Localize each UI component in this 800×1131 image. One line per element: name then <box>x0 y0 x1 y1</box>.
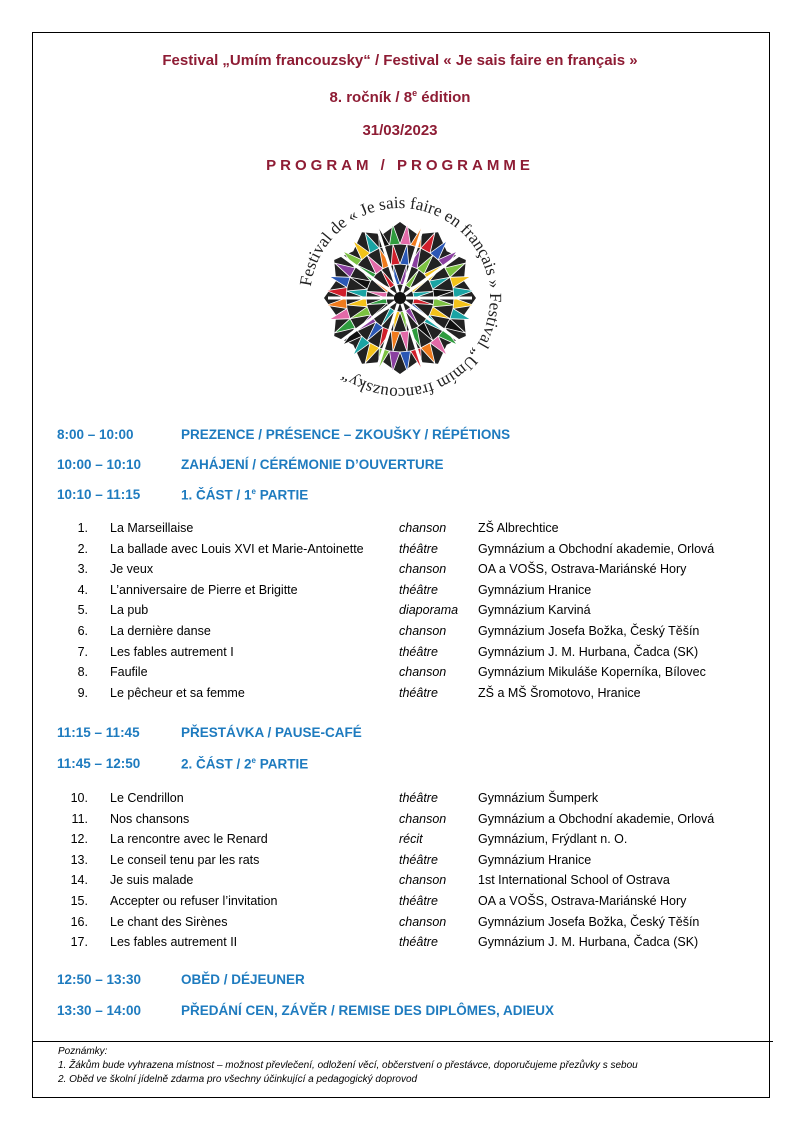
performance-row <box>0 915 800 933</box>
performance-row <box>0 665 800 683</box>
performance-row <box>0 603 800 621</box>
performance-title: La rencontre avec le Renard <box>110 832 268 847</box>
performance-genre: théâtre <box>399 894 438 908</box>
performance-school: OA a VOŠS, Ostrava-Mariánské Hory <box>478 894 687 908</box>
performance-title: Le Cendrillon <box>110 791 184 805</box>
performance-row <box>0 521 800 539</box>
performance-title: Faufile <box>110 665 148 680</box>
performance-title: La pub <box>110 603 149 618</box>
logo-ring-text: Festival de « Je sais faire en français » Festival „Umím francouzsky“ <box>295 192 506 404</box>
performance-title: La dernière danse <box>110 624 211 638</box>
performance-school: Gymnázium Josefa Božka, Český Těšín <box>478 624 700 638</box>
performance-num: 2. <box>77 541 88 556</box>
performance-num: 16. <box>70 914 88 929</box>
section-time: 13:30 – 14:00 <box>57 1003 142 1018</box>
performance-title: Nos chansons <box>110 811 190 826</box>
performance-row <box>0 812 800 830</box>
performance-genre: théâtre <box>399 541 438 556</box>
performance-title: Les fables autrement I <box>110 644 234 659</box>
performance-genre: théâtre <box>399 791 438 805</box>
performance-genre: chanson <box>399 521 447 535</box>
performance-title: Je veux <box>110 562 154 577</box>
performance-num: 3. <box>77 562 88 577</box>
performance-genre: chanson <box>399 873 447 888</box>
performance-school: Gymnázium J. M. Hurbana, Čadca (SK) <box>478 644 699 659</box>
performance-school: OA a VOŠS, Ostrava-Mariánské Hory <box>478 562 687 577</box>
note-2: 2. Oběd ve školní jídelně zdarma pro všechny účinkující a pedagogický doprovod <box>58 1074 418 1085</box>
performance-school: 1st International School of Ostrava <box>478 873 670 888</box>
performance-school: Gymnázium Karviná <box>478 603 591 618</box>
performance-genre: théâtre <box>399 685 438 700</box>
performance-school: Gymnázium Šumperk <box>478 791 599 805</box>
notes-divider <box>32 1041 773 1042</box>
performance-genre: chanson <box>399 665 447 680</box>
performance-num: 11. <box>71 811 88 826</box>
performance-school: Gymnázium a Obchodní akademie, Orlová <box>478 541 715 556</box>
performance-num: 17. <box>70 935 88 950</box>
performance-school: ZŠ a MŠ Šromotovo, Hranice <box>478 685 641 700</box>
section-label: OBĚD / DÉJEUNER <box>181 972 305 987</box>
section-label: 1. ČÁST / 1e PARTIE <box>181 487 309 503</box>
performance-genre: chanson <box>399 914 447 929</box>
performance-title: La Marseillaise <box>110 521 194 535</box>
performance-genre: récit <box>399 832 423 847</box>
performance-genre: théâtre <box>399 852 438 867</box>
performance-school: Gymnázium, Frýdlant n. O. <box>478 832 628 847</box>
performance-genre: diaporama <box>399 603 459 618</box>
section-label: 2. ČÁST / 2e PARTIE <box>181 756 309 772</box>
section-label: PŘESTÁVKA / PAUSE-CAFÉ <box>181 725 362 740</box>
edition-line: 8. ročník / 8e édition <box>329 88 471 106</box>
performance-row <box>0 832 800 850</box>
performance-num: 15. <box>70 894 88 908</box>
performance-school: Gymnázium a Obchodní akademie, Orlová <box>478 811 715 826</box>
performance-title: Les fables autrement II <box>110 935 238 950</box>
performance-num: 12. <box>70 832 88 847</box>
performance-school: Gymnázium Josefa Božka, Český Těšín <box>478 914 700 929</box>
performance-title: Le chant des Sirènes <box>110 914 228 929</box>
performance-school: ZŠ Albrechtice <box>478 521 559 535</box>
section-time: 11:45 – 12:50 <box>57 756 141 771</box>
performance-genre: chanson <box>399 811 447 826</box>
performance-row <box>0 562 800 580</box>
performance-row <box>0 894 800 912</box>
rosette-icon <box>324 222 476 374</box>
performance-row <box>0 583 800 601</box>
performance-num: 8. <box>77 665 88 680</box>
performance-row <box>0 791 800 809</box>
performance-title: L’anniversaire de Pierre et Brigitte <box>110 582 298 597</box>
notes-heading: Poznámky: <box>58 1046 108 1057</box>
section-time: 10:10 – 11:15 <box>57 487 141 502</box>
note-1: 1. Žákům bude vyhrazena místnost – možnost převlečení, odložení věcí, občerstvení o přestávce, doporučujeme přezůvky s sebou <box>58 1060 638 1071</box>
section-label: PREZENCE / PRÉSENCE – ZKOUŠKY / RÉPÉTIONS <box>181 427 511 442</box>
performance-school: Gymnázium J. M. Hurbana, Čadca (SK) <box>478 935 699 950</box>
performance-row <box>0 624 800 642</box>
performance-title: La ballade avec Louis XVI et Marie-Antoinette <box>110 541 364 556</box>
festival-title: Festival „Umím francouzsky“ / Festival « Je sais faire en français » <box>162 52 638 69</box>
program-heading: PROGRAM / PROGRAMME <box>266 157 534 174</box>
section-time: 11:15 – 11:45 <box>57 725 140 740</box>
performance-row <box>0 873 800 891</box>
performance-title: Je suis malade <box>110 873 194 888</box>
performance-num: 7. <box>77 644 88 659</box>
performance-num: 6. <box>77 624 88 638</box>
performance-title: Accepter ou refuser l’invitation <box>110 894 278 908</box>
performance-num: 4. <box>77 582 88 597</box>
section-time: 10:00 – 10:10 <box>57 457 142 472</box>
performance-row <box>0 645 800 663</box>
performance-num: 10. <box>70 791 88 805</box>
performance-school: Gymnázium Hranice <box>478 852 592 867</box>
performance-school: Gymnázium Mikuláše Koperníka, Bílovec <box>478 665 706 680</box>
section-time: 8:00 – 10:00 <box>57 427 134 442</box>
performance-genre: théâtre <box>399 935 438 950</box>
performance-num: 9. <box>77 685 88 700</box>
performance-school: Gymnázium Hranice <box>478 582 592 597</box>
section-label: PŘEDÁNÍ CEN, ZÁVĚR / REMISE DES DIPLÔMES, ADIEUX <box>181 1003 555 1018</box>
performance-num: 5. <box>77 603 88 618</box>
performance-genre: chanson <box>399 562 447 577</box>
performance-title: Le conseil tenu par les rats <box>110 852 260 867</box>
section-time: 12:50 – 13:30 <box>57 972 142 987</box>
performance-num: 13. <box>70 852 88 867</box>
performance-genre: chanson <box>399 624 447 638</box>
performance-row <box>0 542 800 560</box>
performance-row <box>0 686 800 704</box>
performance-genre: théâtre <box>399 644 438 659</box>
performance-title: Le pêcheur et sa femme <box>110 685 245 700</box>
performance-num: 14. <box>70 873 88 888</box>
performance-num: 1. <box>77 521 88 535</box>
performance-genre: théâtre <box>399 582 438 597</box>
section-label: ZAHÁJENÍ / CÉRÉMONIE D’OUVERTURE <box>181 457 444 472</box>
festival-date: 31/03/2023 <box>362 122 438 139</box>
festival-logo <box>280 188 520 408</box>
performance-row <box>0 853 800 871</box>
performance-row <box>0 935 800 953</box>
